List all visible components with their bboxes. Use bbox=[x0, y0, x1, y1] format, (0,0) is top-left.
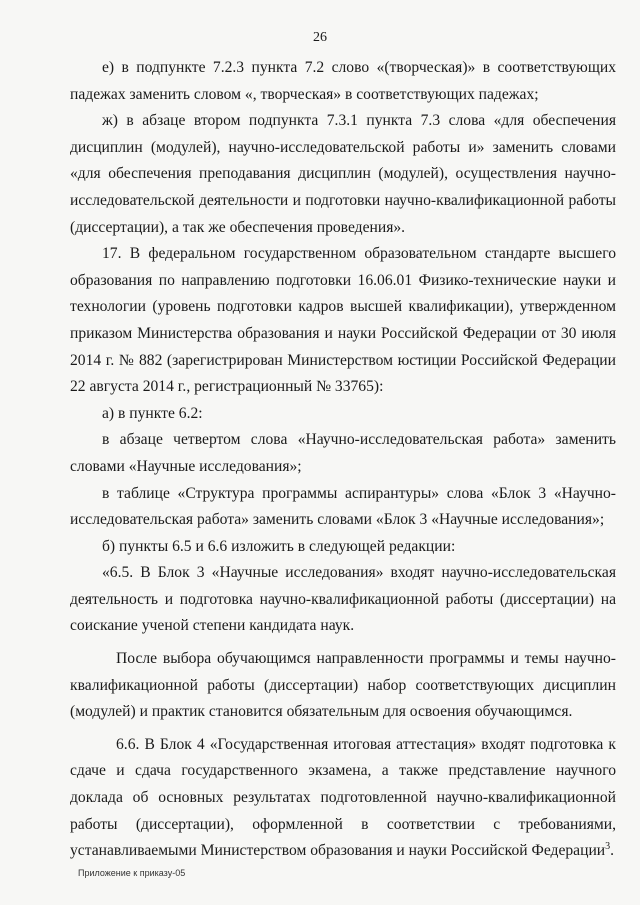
paragraph-zh: ж) в абзаце втором подпункта 7.3.1 пункта 7.3 слова «для обеспечения дисциплин (модулей), научно-исследовательской работы и» заменить словами «для обеспечения преподавания дисциплин (модулей), осуществления научно-исследовательской деятельности и подготовки научно-квалификационной работы (диссертации), а так же обеспечения проведения». bbox=[70, 112, 616, 236]
paragraph-6-6 bbox=[70, 732, 616, 865]
paragraph-b: б) пункты 6.5 и 6.6 изложить в следующей редакции: bbox=[102, 537, 456, 555]
paragraph-17: 17. В федеральном государственном образовательном стандарте высшего образования по направлению подготовки 16.06.01 Физико-технические науки и технологии (уровень подготовки кадров высшей квалификации), утвержденном приказом Министерства образования и науки Российской Федерации от 30 июля 2014 г. № 882 (зарегистрирован Министерством юстиции Российской Федерации 22 августа 2014 г., регистрационный № 33765): bbox=[70, 245, 616, 396]
paragraph-6-5: «6.5. В Блок 3 «Научные исследования» входят научно-исследовательская деятельность и подготовка научно-квалификационной работы (диссертации) на соискание ученой степени кандидата наук. bbox=[70, 564, 616, 635]
paragraph-a: а) в пункте 6.2: bbox=[102, 404, 203, 422]
paragraph-6-6-text: 6.6. В Блок 4 «Государственная итоговая аттестация» входят подготовка к сдаче и сдача государственного экзамена, а также представление научного доклада об основных результатах подготовленной научно-квалификационной работы (диссертации), оформленной в соответствии с требованиями, устанавливаемыми Министерством образования и науки Российской Федерации bbox=[70, 735, 616, 860]
page-number: 26 bbox=[313, 30, 327, 45]
footer-note: Приложение к приказу-05 bbox=[78, 868, 186, 878]
footnote-marker: 3 bbox=[605, 841, 611, 853]
paragraph-posle-vybora: После выбора обучающимся направленности программы и темы научно-квалификационной работы (диссертации) набор соответствующих дисциплин (модулей) и практик становится обязательным для освоения обучающимся. bbox=[70, 650, 616, 721]
paragraph-abzac-4: в абзаце четвертом слова «Научно-исследовательская работа» заменить словами «Научные исследования»; bbox=[70, 431, 616, 475]
document-body bbox=[70, 55, 616, 865]
paragraph-6-6-end: . bbox=[610, 842, 615, 860]
paragraph-tablica: в таблице «Структура программы аспирантуры» слова «Блок 3 «Научно-исследовательская работа» заменить словами «Блок 3 «Научные исследования»; bbox=[70, 484, 616, 529]
paragraph-e: е) в подпункте 7.2.3 пункта 7.2 слово «(творческая)» в соответствующих падежах заменить словом «, творческая» в соответствующих падежах; bbox=[70, 59, 616, 103]
